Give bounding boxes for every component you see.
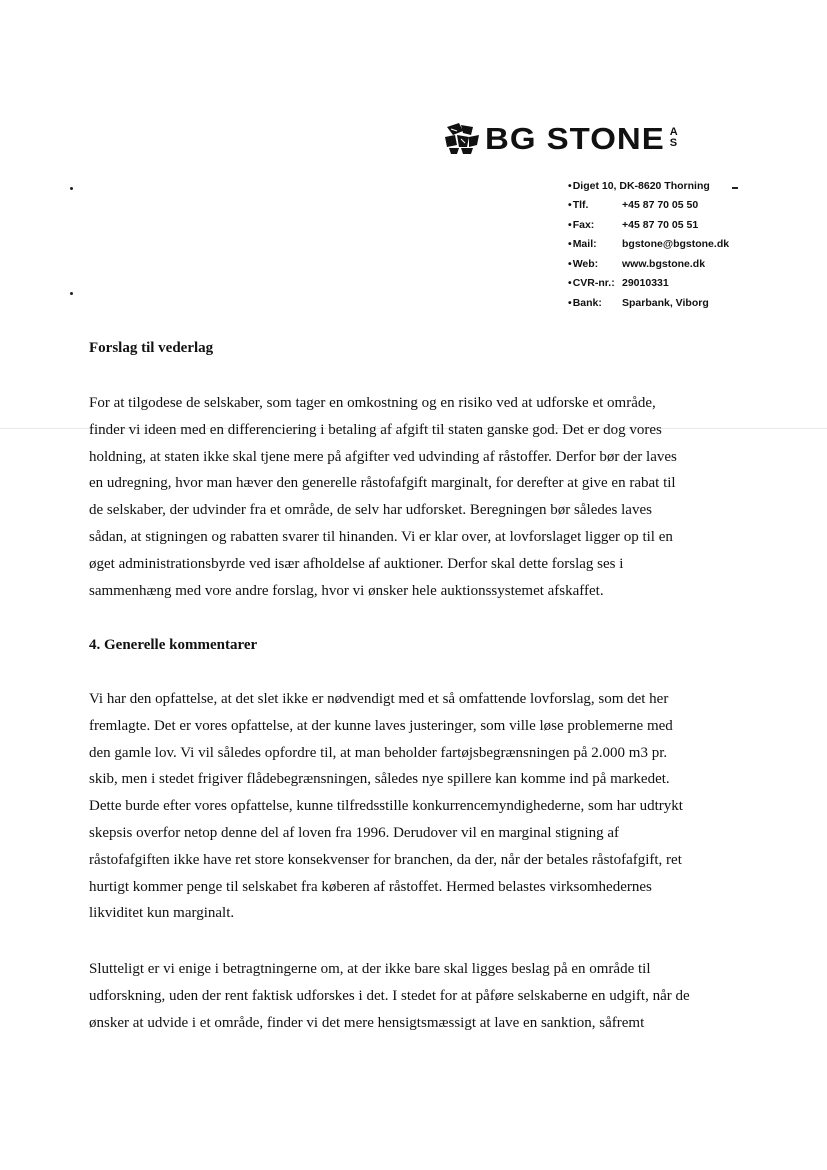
text-line: ønsker at udvide i et område, finder vi det mere hensigtsmæssigt at lave en sanktion, såfremt — [89, 1014, 645, 1031]
text-line: Vi har den opfattelse, at det slet ikke er nødvendigt med et så omfattende lovforslag, som det her — [89, 691, 669, 707]
scan-speck — [70, 187, 73, 190]
brand-suffix: A S — [669, 126, 678, 149]
text-line: skib, men i stedet frigiver flådebegrænsningen, således nye spillere kan komme ind på markedet. — [89, 771, 670, 788]
contact-address: • Diget 10, DK-8620 Thorning — [568, 176, 729, 196]
contact-cvr: • CVR-nr.: 29010331 — [568, 274, 729, 294]
text-line: udforskning, uden der rent faktisk udforskes i det. I stedet for at påføre selskaberne en udgift, når de — [89, 987, 690, 1004]
contact-bank: • Bank: Sparbank, Viborg — [568, 293, 729, 313]
scan-speck — [732, 187, 738, 189]
text-line: øget administrationsbyrde ved især afholdelse af auktioner. Derfor skal dette forslag ses i — [89, 555, 624, 572]
text-line: skepsis overfor netop denne del af loven fra 1996. Derudover vil en marginal stigning af — [89, 824, 619, 841]
section-title: Forslag til vederlag — [89, 340, 214, 356]
text-line: Dette burde efter vores opfattelse, kunne tilfredsstille konkurrencemyndighederne, som har udtrykt — [89, 798, 683, 815]
paragraph-vederlag — [89, 390, 739, 604]
text-line: hurtigt kommer penge til selskabet fra køberen af råstoffet. Hermed belastes virksomhedernes — [89, 878, 652, 895]
paragraph-slutteligt — [89, 956, 739, 1036]
section-heading: 4. Generelle kommentarer — [89, 637, 258, 653]
contact-fax: • Fax: +45 87 70 05 51 — [568, 215, 729, 235]
text-line: sådan, at stigningen og rabatten svarer til hinanden. Vi er klar over, at lovforslaget ligger op til en — [89, 528, 673, 545]
text-line: For at tilgodese de selskaber, som tager en omkostning og en risiko ved at udforske et område, — [89, 395, 656, 411]
text-line: Slutteligt er vi enige i betragtningerne om, at der ikke bare skal ligges beslag på en område til — [89, 961, 651, 977]
text-line: råstofafgiften ikke have ret store konsekvenser for branchen, da der, når der betales råstofafgift, ret — [89, 851, 682, 868]
contact-web: • Web: www.bgstone.dk — [568, 254, 729, 274]
text-line: fremlagte. Det er vores opfattelse, at der kunne laves justeringer, som ville løse problemerne med — [89, 717, 673, 734]
paragraph-kommentarer — [89, 686, 739, 927]
text-line: en udregning, hvor man hæver den generelle råstofafgift marginalt, for derefter at give en rabat til — [89, 475, 676, 492]
company-logo — [443, 121, 678, 155]
scan-speck — [70, 292, 73, 295]
text-line: likviditet kun marginalt. — [89, 905, 235, 922]
text-line: sammenhæng med vore andre forslag, hvor vi ønsker hele auktionssystemet afskaffet. — [89, 582, 604, 599]
contact-block — [568, 176, 729, 313]
text-line: den gamle lov. Vi vil således opfordre til, at man beholder fartøjsbegrænsningen på 2.000 m3 pr. — [89, 744, 668, 761]
text-line: finder vi ideen med en differenciering i betaling af afgift til staten ganske god. Det er dog vores — [89, 421, 662, 438]
brand-name: BG STONE — [485, 120, 665, 156]
text-line: holdning, at staten ikke skal tjene mere på afgifter ved udvinding af råstoffer. Derfor bør der laves — [89, 448, 677, 465]
stone-logo-icon — [443, 121, 481, 155]
contact-mail: • Mail: bgstone@bgstone.dk — [568, 235, 729, 255]
text-line: de selskaber, der udvinder fra et område, de selv har udforsket. Beregningen bør således laves — [89, 502, 652, 519]
contact-phone: • Tlf. +45 87 70 05 50 — [568, 196, 729, 216]
